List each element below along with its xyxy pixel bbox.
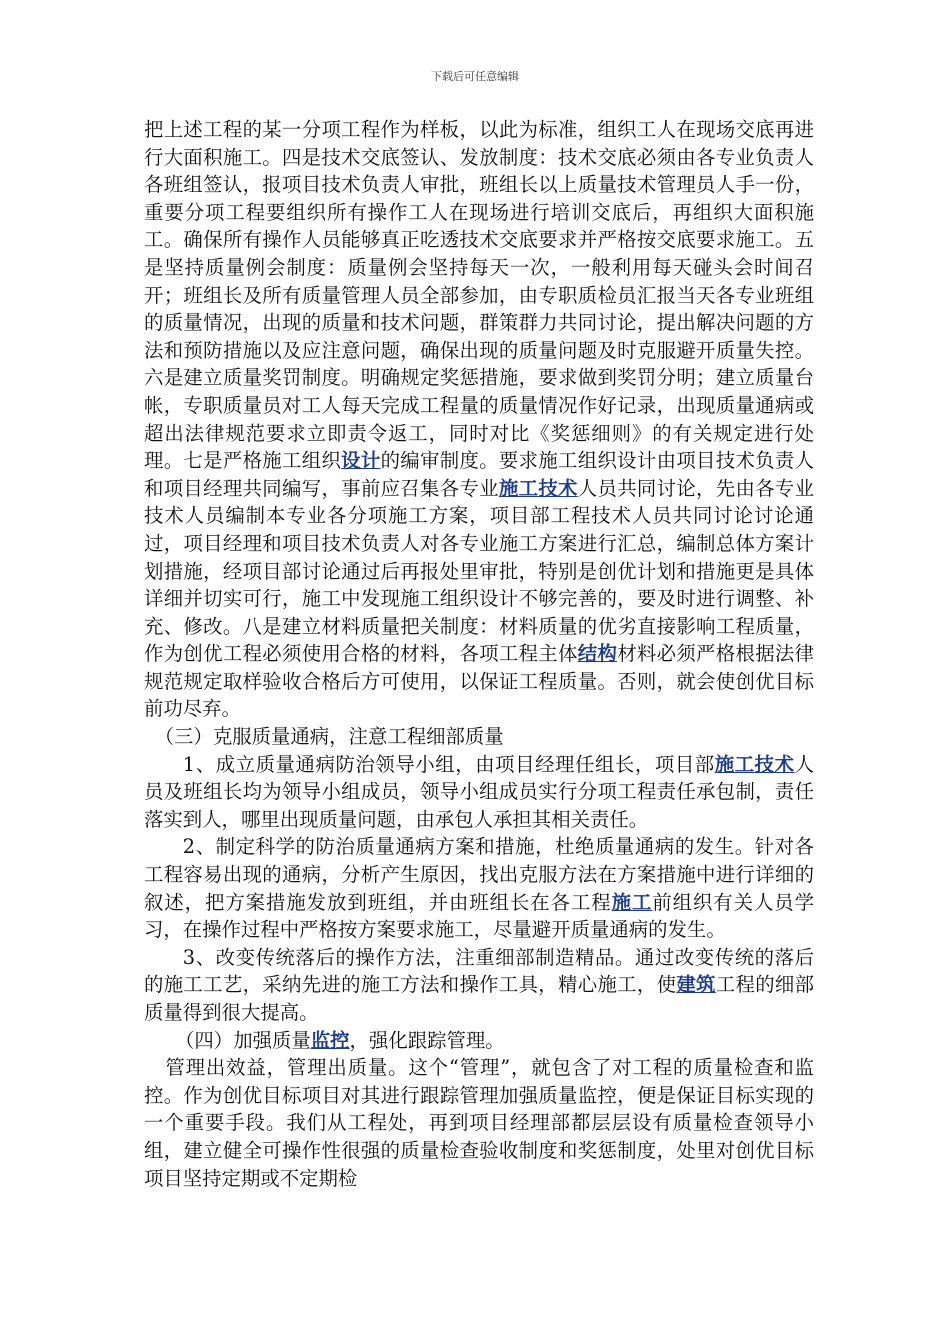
section-heading-3: （三）克服质量通病，注意工程细部质量 [154, 725, 504, 749]
link-construction[interactable]: 施工 [611, 890, 653, 914]
link-building[interactable]: 建筑 [676, 973, 716, 997]
paragraph-item-3 [144, 944, 814, 1027]
link-design[interactable]: 设计 [341, 449, 381, 473]
paragraph-text: 人员及班组长均为领导小组成员，领导小组成员实行分项工程责任承包制，责任落实到人，哪里出现质量问题，由承包人承担其相关责任。 [144, 752, 814, 831]
paragraph-text: 1、成立质量通病防治领导小组，由项目经理任组长，项目部 [182, 752, 715, 776]
paragraph-management-systems [144, 116, 814, 723]
paragraph-text: 3、改变传统落后的操作方法，注重细部制造精品。通过改变传统的落后的施工工艺，采纳先进的施工方法和操作工具，精心施工，使 [144, 945, 814, 997]
section-heading-4 [144, 1027, 814, 1055]
document-body [144, 116, 814, 1192]
link-construction-technology-2[interactable]: 施工技术 [714, 752, 795, 776]
paragraph-text: 前组织有关人员学习，在操作过程中严格按方案要求施工，尽量避开质量通病的发生。 [144, 890, 815, 942]
paragraph-text: 把上述工程的某一分项工程作为样板，以此为标准，组织工人在现场交底再进行大面积施工。四是技术交底签认、发放制度：技术交底必须由各专业负责人各班组签认，报项目技术负责人审批，班组长以上质量技术管理员人手一份，重要分项工程要组织所有操作工人在现场进行培训交底后，再组织大面积施工。确保所有操作人员能够真正吃透技术交底要求并严格按交底要求施工。五是坚持质量例会制度：质量例会坚持每天一次，一般利用每天碰头会时间召开；班组长及所有质量管理人员全部参加，由专职质检员汇报当天各专业班组的质量情况，出现的质量和技术问题，群策群力共同讨论，提出解决问题的方法和预防措施以及应注意问题，确保出现的质量问题及时克服避开质量失控。六是建立质量奖罚制度。明确规定奖惩措施，要求做到奖罚分明；建立质量台帐，专职质量员对工人每天完成工程量的质量情况作好记录，出现质量通病或超出法律规范要求立即责令返工，同时对比《奖惩细则》的有关规定进行处理。七是严格施工组织 [144, 118, 814, 473]
paragraph-item-1 [144, 751, 814, 834]
heading-text: （四）加强质量 [175, 1028, 311, 1052]
paragraph-text: 工程的细部质量得到很大提高。 [144, 973, 815, 1024]
paragraph-item-2 [144, 833, 814, 943]
paragraph-text: 2、制定科学的防治质量通病方案和措施，杜绝质量通病的发生。针对各工程容易出现的通病，分析产生原因，找出克服方法在方案措施中进行详细的叙述，把方案措施发放到班组，并由班组长在各工程 [144, 835, 814, 914]
link-construction-technology[interactable]: 施工技术 [498, 476, 578, 500]
paragraph-text: 的编审制度。要求施工组织设计由项目技术负责人和项目经理共同编写，事前应召集各专业 [144, 449, 815, 500]
link-structure[interactable]: 结构 [577, 642, 618, 666]
heading-text: ，强化跟踪管理。 [349, 1028, 505, 1052]
page-header-note: 下载后可任意编辑 [431, 70, 519, 83]
paragraph-management-quality: 管理出效益，管理出质量。这个“管理”，就包含了对工程的质量检查和监控。作为创优目标项目对其进行跟踪管理加强质量监控，便是保证目标实现的一个重要手段。我们从工程处，再到项目经理部都层层设有质量检查领导小组，建立健全可操作性很强的质量检查验收制度和奖惩制度，处里对创优目标项目坚持定期或不定期检 [144, 1056, 814, 1190]
paragraph-text: 材料必须严格根据法律规范规定取样验收合格后方可使用，以保证工程质量。否则，就会使创优目标前功尽弃。 [144, 642, 815, 721]
paragraph-text: 人员共同讨论，先由各专业技术人员编制本专业各分项施工方案，项目部工程技术人员共同讨论讨论通过，项目经理和项目技术负责人对各专业施工方案进行汇总，编制总体方案计划措施，经项目部讨论通过后再报处里审批，特别是创优计划和措施更是具体详细并切实可行，施工中发现施工组织设计不够完善的，要及时进行调整、补充、修改。八是建立材料质量把关制度：材料质量的优劣直接影响工程质量，作为创优工程必须使用合格的材料，各项工程主体 [144, 476, 815, 666]
link-monitoring[interactable]: 监控 [310, 1028, 350, 1052]
